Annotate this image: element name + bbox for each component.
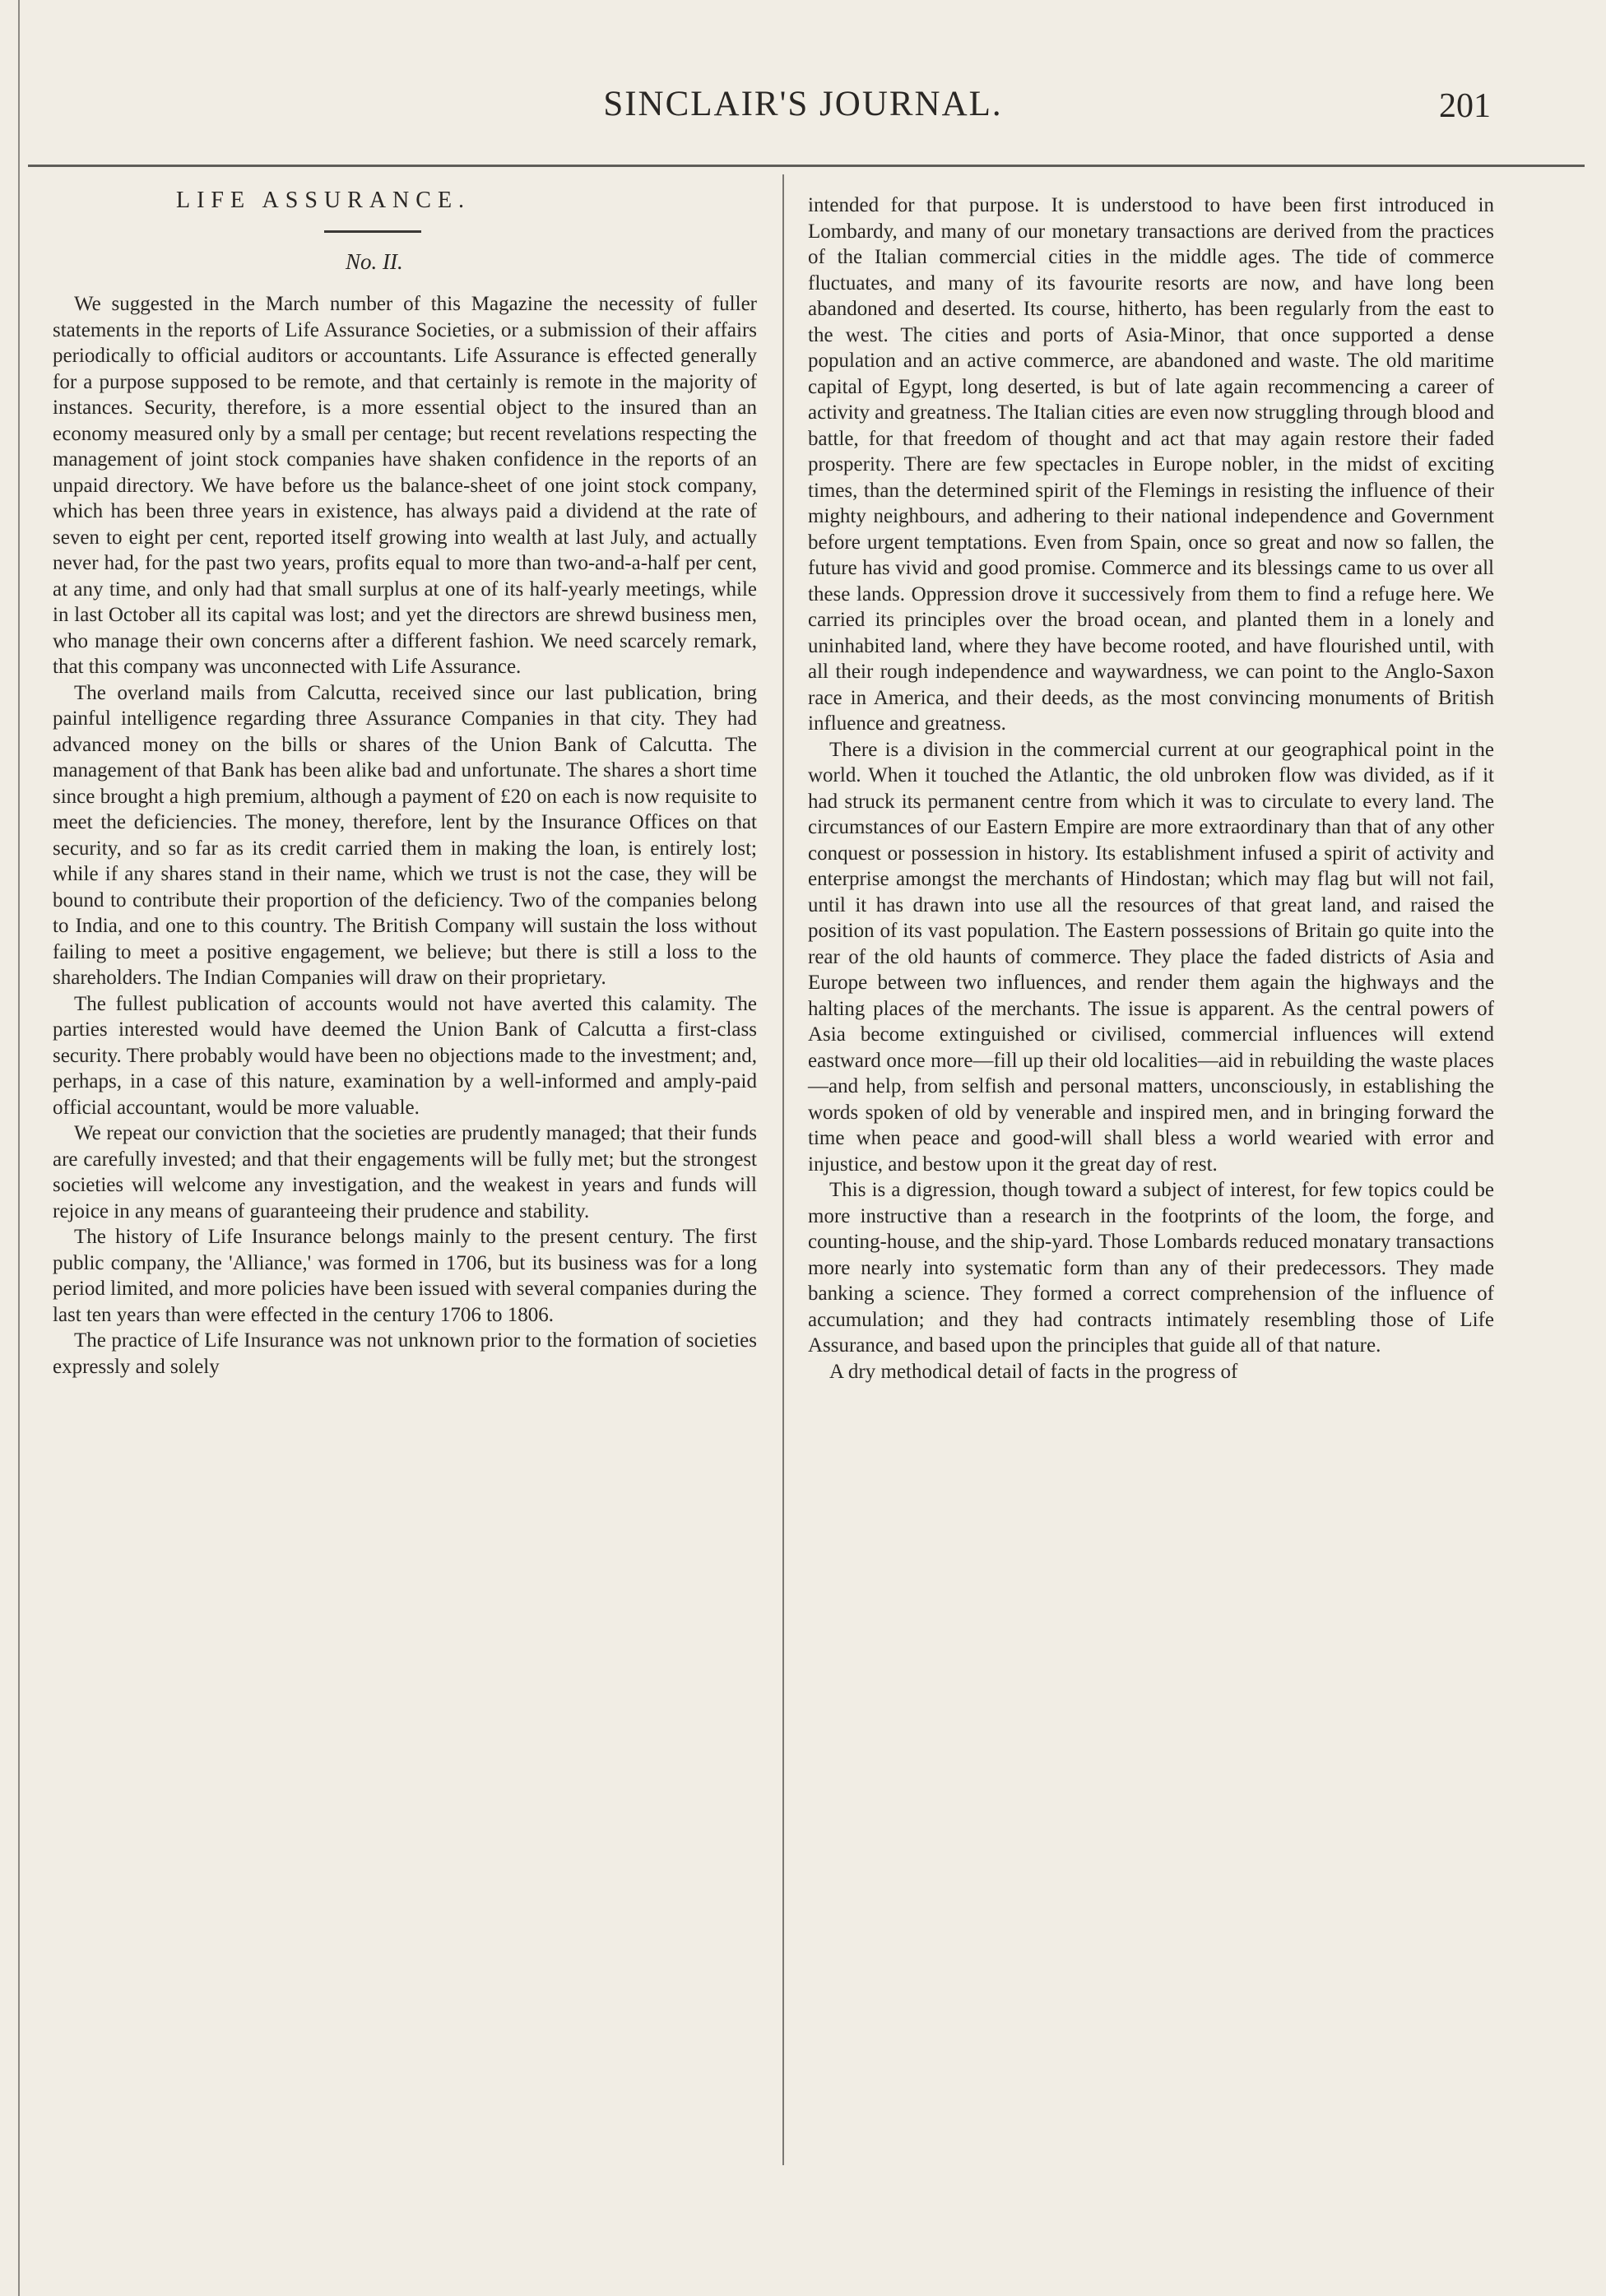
paragraph: This is a digression, though toward a subject of interest, for few topics could be more instructive than a research in the footprints of the loom, the forge, and counting-house, and the ship-yard. Those Lombards reduced monatary transactions more nearly into systematic form than any of their predecessors. They made banking a science. They formed a correct comprehension of the influence of accumulation; and they had contracts intimately resembling those of Life Assurance, and based upon the principles that guide all of that nature.: [808, 1179, 1494, 1357]
page-header: [0, 0, 1606, 176]
page-number: 201: [1439, 87, 1491, 125]
paragraph: We suggested in the March number of this Magazine the necessity of fuller statements in the reports of Life Assurance Societies, or a submission of their affairs periodically to official auditors or accountants. Life Assurance is effected generally for a purpose supposed to be remote, and that certainly is remote in the majority of instances. Security, therefore, is a more essential object to the insured than an economy measured only by a small per centage; but recent revelations respecting the management of joint stock companies have shaken confidence in the reports of an unpaid directory. We have before us the balance-sheet of one joint stock company, which has been three years in existence, has always paid a dividend at the rate of seven to eight per cent, reported itself growing into wealth at last July, and actually never had, for the past two years, profits equal to more than two-and-a-half per cent, at any time, and only had that small surplus at one of its half-yearly meetings, while in last October all its capital was lost; and yet the directors are shrewd business men, who manage their own concerns after a different fashion. We need scarcely remark, that this company was unconnected with Life Assurance.: [53, 293, 757, 678]
paragraph: The overland mails from Calcutta, received since our last publication, bring painful intelligence regarding three Assurance Companies in that city. They had advanced money on the bills or shares of the Union Bank of Calcutta. The management of that Bank has been alike bad and unfortunate. The shares a short time since brought a high premium, although a payment of £20 on each is now requisite to meet the deficiencies. The money, therefore, lent by the Insurance Offices on that security, and so far as its credit carried them in making the loan, is entirely lost; while if any shares stand in their name, which we trust is not the case, they will be bound to contribute their proportion of the deficiency. Two of the companies belong to India, and one to this country. The British Company will sustain the loss without failing to meet a positive engagement, we believe; but there is still a loss to the shareholders. The Indian Companies will draw on their proprietary.: [53, 681, 757, 989]
paragraph-continued: intended for that purpose. It is understood to have been first introduced in Lombardy, and many of our monetary transactions are derived from the practices of the Italian commercial cities in the middle ages. The tide of commerce fluctuates, and many of its favourite resorts are now, and have long been abandoned and deserted. Its course, hitherto, has been regularly from the east to the west. The cities and ports of Asia-Minor, that once supported a dense population and an active commerce, are abandoned and waste. The old maritime capital of Egypt, long deserted, is but of late again recommencing a career of activity and greatness. The Italian cities are even now struggling through blood and battle, for that freedom of thought and act that may again restore their faded prosperity. There are few spectacles in Europe nobler, in the midst of exciting times, than the determined spirit of the Flemings in resisting the influence of their mighty neighbours, and adhering to their national independence and Government before urgent temptations. Even from Spain, once so great and now so fallen, the future has vivid and good promise. Commerce and its blessings came to us over all these lands. Oppression drove it successively from them to find a refuge here. We carried its principles over the broad ocean, and planted them in a lonely and uninhabited land, where they have become rooted, and have flourished until, with all their rough independence and waywardness, we can point to the Anglo-Saxon race in America, and their deeds, as the most convincing monuments of British influence and greatness.: [808, 194, 1494, 735]
paragraph: The practice of Life Insurance was not unknown prior to the formation of societies expressly and solely: [53, 1329, 757, 1378]
column-divider: [782, 174, 784, 2165]
title-rule: [324, 230, 421, 233]
article-subtitle: No. II.: [346, 248, 403, 274]
page-edge-rule: [18, 0, 20, 2296]
journal-title: SINCLAIR'S JOURNAL.: [603, 85, 1003, 123]
left-column: [53, 188, 757, 1380]
header-rule: [28, 165, 1585, 167]
paragraph: There is a division in the commercial current at our geographical point in the world. When it touched the Atlantic, the old unbroken flow was divided, as if it had struck its permanent centre from which it was to circulate to every land. The circumstances of our Eastern Empire are more extraordinary than that of any other conquest or possession in history. Its establishment infused a spirit of activity and enterprise amongst the merchants of Hindostan; which may flag but will not fail, until it has drawn into use all the resources of that great land, and raised the position of its vast population. The Eastern possessions of Britain go quite into the rear of the old haunts of commerce. They place the faded districts of Asia and Europe between two influences, and render them again the highways and the halting places of the merchants. The issue is apparent. As the central powers of Asia become extinguished or civilised, commercial influences will extend eastward once more—fill up their old localities—aid in rebuilding the waste places—and help, from selfish and personal matters, unconsciously, in establishing the words spoken of old by venerable and inspired men, and in bringing forward the time when peace and good-will shall bless a world wearied with error and injustice, and bestow upon it the great day of rest.: [808, 738, 1494, 1176]
paragraph: A dry methodical detail of facts in the progress of: [829, 1360, 1238, 1383]
right-column: [808, 192, 1494, 1385]
article-title: LIFE ASSURANCE.: [176, 188, 471, 213]
paragraph: The history of Life Insurance belongs mainly to the present century. The first public company, the 'Alliance,' was formed in 1706, but its business was for a long period limited, and more policies have been issued with several companies during the last ten years than were effected in the century 1706 to 1806.: [53, 1226, 758, 1326]
paragraph: The fullest publication of accounts would not have averted this calamity. The parties interested would have deemed the Union Bank of Calcutta a first-class security. There probably would have been no objections made to the investment; and, perhaps, in a case of this nature, examination by a well-informed and amply-paid official accountant, would be more valuable.: [53, 992, 757, 1119]
paragraph: We repeat our conviction that the societies are prudently managed; that their funds are carefully invested; and that their engagements will be fully met; but the strongest societies will welcome any investigation, and the weakest in years and funds will rejoice in any means of guaranteeing their prudence and stability.: [53, 1122, 757, 1222]
